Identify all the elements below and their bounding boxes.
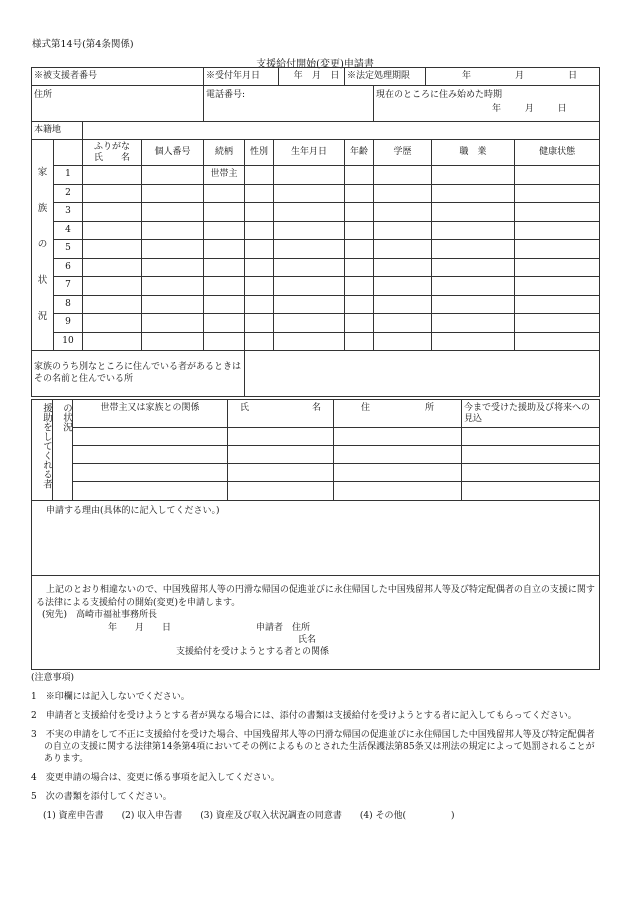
note-item: 3 不実の申請をして不正に支援給付を受けた場合、中国残留邦人等の円滑な帰国の促進並びに永住帰国した中国残留邦人等及び特定配偶者の自立の支援に関する法律第14条第4項においてその例によるものとされた生活保護法第85条又は刑法の規定によって処罰されることがあります。 <box>31 730 595 764</box>
family-sex-cell[interactable] <box>245 184 274 203</box>
helper-prospect-cell[interactable] <box>462 428 600 446</box>
helper-name-cell[interactable] <box>228 428 334 446</box>
table-row <box>32 221 600 240</box>
family-name-cell[interactable] <box>83 314 142 333</box>
residence-since-field[interactable] <box>374 86 600 122</box>
helper-address-cell[interactable] <box>334 446 462 464</box>
row-number: 1 <box>54 166 83 185</box>
received-date-label: ※受付年月日 <box>204 68 279 85</box>
family-relation-cell[interactable] <box>204 240 245 259</box>
family-education-cell[interactable] <box>374 295 432 314</box>
note-attachments: (1) 資産申告書 (2) 収入申告書 (3) 資産及び収入状況調査の同意書 (4) その他( ) <box>43 811 455 821</box>
family-birthdate-cell[interactable] <box>274 221 345 240</box>
family-education-cell[interactable] <box>374 332 432 351</box>
family-age-cell[interactable] <box>345 277 374 296</box>
family-name-cell[interactable] <box>83 166 142 185</box>
helper-relation-cell[interactable] <box>73 482 228 501</box>
family-birthdate-cell[interactable] <box>274 314 345 333</box>
helper-relation-cell[interactable] <box>73 464 228 482</box>
family-personal-no-cell[interactable] <box>142 314 204 333</box>
family-health-cell[interactable] <box>515 240 600 259</box>
date-unit-day: 日 <box>330 71 340 81</box>
family-education-cell[interactable] <box>374 203 432 222</box>
family-personal-no-cell[interactable] <box>142 221 204 240</box>
family-occupation-cell[interactable] <box>432 277 515 296</box>
helpers-name-header: 氏 名 <box>228 400 334 428</box>
form-title: 支援給付開始(変更)申請書 <box>256 59 374 70</box>
family-birthdate-cell[interactable] <box>274 184 345 203</box>
date-unit-month: 月 <box>515 71 525 81</box>
family-health-cell[interactable] <box>515 203 600 222</box>
note-item: 5 次の書類を添付してください。 <box>31 792 172 802</box>
family-birthdate-cell[interactable] <box>274 258 345 277</box>
family-age-header: 年齢 <box>345 140 374 166</box>
family-age-cell[interactable] <box>345 203 374 222</box>
table-row <box>32 166 600 185</box>
row-number: 5 <box>54 240 83 259</box>
family-sex-cell[interactable] <box>245 258 274 277</box>
family-relation-cell[interactable] <box>204 277 245 296</box>
notes-section <box>31 672 601 829</box>
domicile-input[interactable] <box>83 122 600 140</box>
family-relation-cell[interactable] <box>204 332 245 351</box>
family-education-header: 学歴 <box>374 140 432 166</box>
family-relation-cell[interactable]: 世帯主 <box>204 166 245 185</box>
family-personal-no-cell[interactable] <box>142 240 204 259</box>
family-occupation-cell[interactable] <box>432 314 515 333</box>
family-personal-no-cell[interactable] <box>142 166 204 185</box>
table-row <box>32 240 600 259</box>
family-sex-cell[interactable] <box>245 166 274 185</box>
applicant-address-label: 住所 <box>292 622 311 633</box>
helper-address-cell[interactable] <box>334 464 462 482</box>
table-row <box>32 277 600 296</box>
family-birthdate-cell[interactable] <box>274 277 345 296</box>
row-number: 9 <box>54 314 83 333</box>
deadline-field[interactable] <box>345 68 600 86</box>
family-birthdate-cell[interactable] <box>274 295 345 314</box>
helper-address-cell[interactable] <box>334 428 462 446</box>
family-side-label: 家 族 の 状 況 <box>32 140 54 351</box>
phone-label: 電話番号: <box>206 90 246 100</box>
family-personal-no-cell[interactable] <box>142 277 204 296</box>
family-age-cell[interactable] <box>345 240 374 259</box>
family-occupation-cell[interactable] <box>432 258 515 277</box>
family-occupation-cell[interactable] <box>432 166 515 185</box>
table-row <box>32 446 600 464</box>
note-item: 2 申請者と支援給付を受けようとする者が異なる場合には、添付の書類は支援給付を受けようとする者に記入してもらってください。 <box>31 711 577 721</box>
deadline-label: ※法定処理期限 <box>345 68 426 85</box>
row-number: 6 <box>54 258 83 277</box>
declaration-block <box>32 576 600 670</box>
family-personal-no-header: 個人番号 <box>142 140 204 166</box>
phone-field[interactable] <box>204 86 374 122</box>
separate-residence-label: 家族のうち別なところに住んでいる者があるときはその名前と住んでいる所 <box>32 351 245 397</box>
family-occupation-cell[interactable] <box>432 221 515 240</box>
received-date-field[interactable] <box>204 68 345 86</box>
family-name-cell[interactable] <box>83 258 142 277</box>
table-row <box>32 428 600 446</box>
helpers-table <box>31 399 600 670</box>
table-row <box>32 464 600 482</box>
family-occupation-cell[interactable] <box>432 203 515 222</box>
family-health-cell[interactable] <box>515 258 600 277</box>
residence-since-label: 現在のところに住み始めた時期 <box>376 90 503 100</box>
helper-relation-cell[interactable] <box>73 428 228 446</box>
table-row <box>32 184 600 203</box>
family-sex-cell[interactable] <box>245 203 274 222</box>
family-sex-cell[interactable] <box>245 332 274 351</box>
recipient-number-label: ※被支援者番号 <box>34 71 98 81</box>
helper-prospect-cell[interactable] <box>462 464 600 482</box>
row-number: 10 <box>54 332 83 351</box>
recipient-number-field[interactable] <box>32 68 204 86</box>
family-personal-no-cell[interactable] <box>142 295 204 314</box>
helper-prospect-cell[interactable] <box>462 446 600 464</box>
row-number: 8 <box>54 295 83 314</box>
family-birthdate-cell[interactable] <box>274 240 345 259</box>
family-relation-cell[interactable] <box>204 258 245 277</box>
helper-address-cell[interactable] <box>334 482 462 501</box>
table-row <box>32 203 600 222</box>
row-number: 2 <box>54 184 83 203</box>
family-sex-cell[interactable] <box>245 240 274 259</box>
table-row <box>32 258 600 277</box>
family-name-cell[interactable] <box>83 295 142 314</box>
family-sex-cell[interactable] <box>245 221 274 240</box>
family-sex-cell[interactable] <box>245 277 274 296</box>
family-age-cell[interactable] <box>345 332 374 351</box>
family-education-cell[interactable] <box>374 221 432 240</box>
family-personal-no-cell[interactable] <box>142 332 204 351</box>
date-unit-month: 月 <box>524 104 534 114</box>
family-sex-cell[interactable] <box>245 295 274 314</box>
applicant-label: 申請者 <box>256 622 284 633</box>
family-relation-cell[interactable] <box>204 295 245 314</box>
family-health-header: 健康状態 <box>515 140 600 166</box>
reason-label: 申請する理由(具体的に記入してください。) <box>46 506 220 516</box>
helper-name-cell[interactable] <box>228 482 334 501</box>
family-health-cell[interactable] <box>515 332 600 351</box>
family-sex-header: 性別 <box>245 140 274 166</box>
family-personal-no-cell[interactable] <box>142 258 204 277</box>
family-birthdate-cell[interactable] <box>274 203 345 222</box>
family-name-cell[interactable] <box>83 221 142 240</box>
family-education-cell[interactable] <box>374 240 432 259</box>
family-occupation-cell[interactable] <box>432 184 515 203</box>
family-health-cell[interactable] <box>515 166 600 185</box>
family-occupation-header: 職 業 <box>432 140 515 166</box>
helpers-relation-header: 世帯主又は家族との関係 <box>73 400 228 428</box>
address-label: 住所 <box>34 90 53 100</box>
family-name-cell[interactable] <box>83 203 142 222</box>
family-name-cell[interactable] <box>83 184 142 203</box>
row-number: 3 <box>54 203 83 222</box>
family-relation-cell[interactable] <box>204 314 245 333</box>
date-unit-year: 年 <box>293 71 303 81</box>
helper-prospect-cell[interactable] <box>462 482 600 501</box>
family-personal-no-cell[interactable] <box>142 184 204 203</box>
applicant-relation-label: 支援給付を受けようとする者との関係 <box>176 646 330 657</box>
family-name-cell[interactable] <box>83 240 142 259</box>
family-personal-no-cell[interactable] <box>142 203 204 222</box>
helper-relation-cell[interactable] <box>73 446 228 464</box>
row-number: 7 <box>54 277 83 296</box>
family-health-cell[interactable] <box>515 314 600 333</box>
domicile-label: 本籍地 <box>32 122 83 140</box>
family-education-cell[interactable] <box>374 258 432 277</box>
family-occupation-cell[interactable] <box>432 240 515 259</box>
reason-field[interactable] <box>32 501 600 576</box>
date-unit-year: 年 <box>492 104 502 114</box>
address-field[interactable] <box>32 86 204 122</box>
family-birthdate-cell[interactable] <box>274 166 345 185</box>
row-number: 4 <box>54 221 83 240</box>
table-row <box>32 295 600 314</box>
family-age-cell[interactable] <box>345 184 374 203</box>
helpers-side-label-1: 援助をしてくれる者 <box>32 400 53 501</box>
notes-heading: (注意事項) <box>31 673 75 683</box>
date-unit-year: 年 <box>462 71 472 81</box>
family-education-cell[interactable] <box>374 314 432 333</box>
family-no-header <box>54 140 83 166</box>
table-row <box>32 332 600 351</box>
helpers-address-header: 住 所 <box>334 400 462 428</box>
family-education-cell[interactable] <box>374 166 432 185</box>
family-relation-header: 続柄 <box>204 140 245 166</box>
family-name-cell[interactable] <box>83 277 142 296</box>
family-health-cell[interactable] <box>515 221 600 240</box>
family-age-cell[interactable] <box>345 295 374 314</box>
separate-residence-input[interactable] <box>245 351 600 397</box>
family-education-cell[interactable] <box>374 184 432 203</box>
family-birthdate-cell[interactable] <box>274 332 345 351</box>
family-sex-cell[interactable] <box>245 314 274 333</box>
family-name-cell[interactable] <box>83 332 142 351</box>
family-occupation-cell[interactable] <box>432 332 515 351</box>
family-health-cell[interactable] <box>515 277 600 296</box>
family-relation-cell[interactable] <box>204 221 245 240</box>
date-unit-day: 日 <box>568 71 578 81</box>
note-item: 1 ※印欄には記入しないでください。 <box>31 692 190 702</box>
applicant-name-label: 氏名 <box>298 634 317 645</box>
family-health-cell[interactable] <box>515 184 600 203</box>
table-row <box>32 314 600 333</box>
helpers-side-label-2: の状況 <box>53 400 73 501</box>
family-relation-cell[interactable] <box>204 203 245 222</box>
family-age-cell[interactable] <box>345 166 374 185</box>
family-occupation-cell[interactable] <box>432 295 515 314</box>
family-name-header: ふりがな 氏 名 <box>83 140 142 166</box>
note-item: 4 変更申請の場合は、変更に係る事項を記入してください。 <box>31 773 280 783</box>
family-birthdate-header: 生年月日 <box>274 140 345 166</box>
family-age-cell[interactable] <box>345 314 374 333</box>
family-age-cell[interactable] <box>345 221 374 240</box>
declaration-text: 上記のとおり相違ないので、中国残留邦人等の円滑な帰国の促進並びに永住帰国した中国残留邦人等及び特定配偶者の自立の支援に関する法律による支援給付の開始(変更)を申請します。 <box>36 585 595 608</box>
family-relation-cell[interactable] <box>204 184 245 203</box>
date-unit-day: 日 <box>557 104 567 114</box>
helpers-prospect-header: 今まで受けた援助及び将来への見込 <box>462 400 600 428</box>
helper-name-cell[interactable] <box>228 446 334 464</box>
declaration-addressee: (宛先) 高崎市福祉事務所長 <box>42 610 158 620</box>
date-unit-month: 月 <box>312 71 322 81</box>
declaration-date: 年 月 日 <box>108 622 172 633</box>
family-education-cell[interactable] <box>374 277 432 296</box>
family-health-cell[interactable] <box>515 295 600 314</box>
table-row <box>32 482 600 501</box>
family-age-cell[interactable] <box>345 258 374 277</box>
helper-name-cell[interactable] <box>228 464 334 482</box>
main-form-table <box>31 67 600 397</box>
form-number: 様式第14号(第4条関係) <box>32 39 134 50</box>
